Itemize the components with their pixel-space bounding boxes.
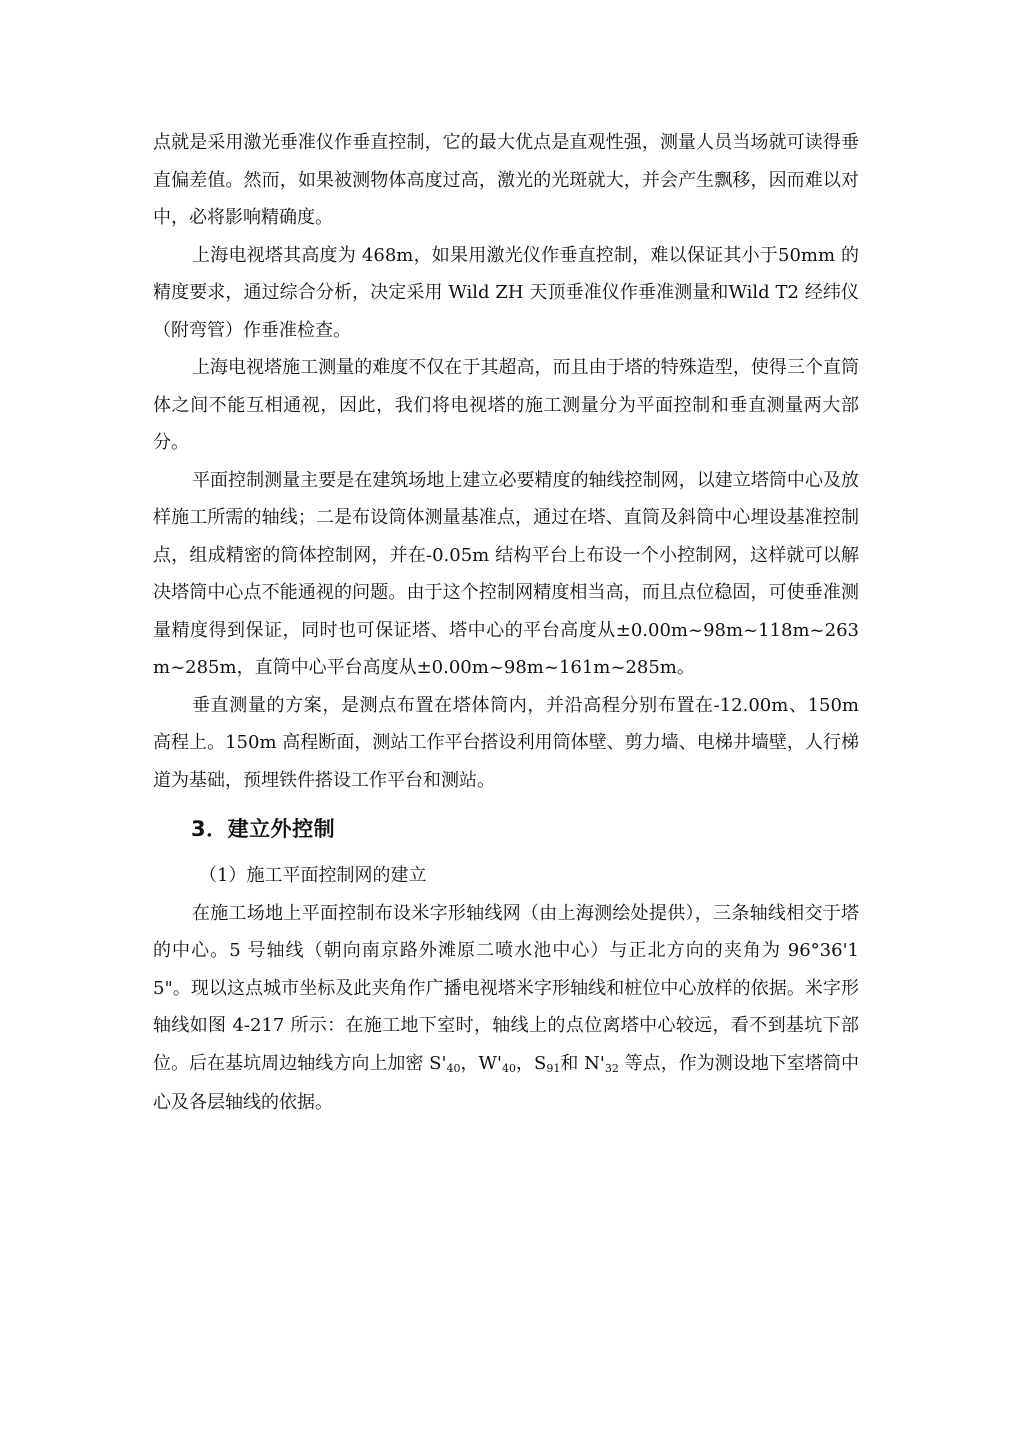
paragraph-axis-network-text: 在施工场地上平面控制布设米字形轴线网（由上海测绘处提供），三条轴线相交于塔的中心。5 号轴线（朝向南京路外滩原二喷水池中心）与正北方向的夹角为 96°36'15"。现以这点城市坐标及此夹角作广播电视塔米字形轴线和桩位中心放样的依据。米字形轴线如图 4-217 所示：在施工地下室时，轴线上的点位离塔中心较远，看不到基坑下部位。后在基坑周边轴线方向上加密 S' — [153, 902, 859, 1074]
paragraph-axis-network — [153, 895, 859, 1122]
paragraph-plane-control: 平面控制测量主要是在建筑场地上建立必要精度的轴线控制网，以建立塔筒中心及放样施工所需的轴线；二是布设筒体测量基准点，通过在塔、直筒及斜筒中心埋设基准控制点，组成精密的筒体控制网，并在-0.05m 结构平台上布设一个小控制网，这样就可以解决塔筒中心点不能通视的问题。由于这个控制网精度相当高，而且点位稳固，可使垂准测量精度得到保证，同时也可保证塔、塔中心的平台高度从±0.00m~98m~118m~263m~285m，直筒中心平台高度从±0.00m~98m~161m~285m。 — [153, 469, 859, 678]
paragraph-laser-plumb: 点就是采用激光垂准仪作垂直控制，它的最大优点是直观性强，测量人员当场就可读得垂直偏差值。然而，如果被测物体高度过高，激光的光斑就大，并会产生飘移，因而难以对中，必将影响精确度。 — [153, 132, 859, 228]
paragraph-axis-network-text: ，W' — [460, 1052, 502, 1074]
subscript: 91 — [546, 1061, 561, 1075]
section-heading: 3．建立外控制 — [191, 817, 336, 841]
list-item-plane-network: （1）施工平面控制网的建立 — [199, 865, 427, 886]
paragraph-axis-network-text: 等点，作为测设地下室塔筒中心及各层轴线的依据。 — [153, 1052, 859, 1113]
paragraph-axis-network-text: ，S — [515, 1052, 547, 1074]
paragraph-tower-height: 上海电视塔其高度为 468m，如果用激光仪作垂直控制，难以保证其小于50mm 的精度要求，通过综合分析，决定采用 Wild ZH 天顶垂准仪作垂准测量和Wild T2 经纬仪（附弯管）作垂准检查。 — [153, 244, 859, 341]
paragraph-axis-network-text: 和 N' — [560, 1052, 605, 1074]
document-page — [153, 124, 859, 1122]
subscript: 40 — [501, 1061, 516, 1075]
subscript: 40 — [446, 1061, 461, 1075]
subscript: 32 — [604, 1061, 619, 1075]
paragraph-survey-difficulty: 上海电视塔施工测量的难度不仅在于其超高，而且由于塔的特殊造型，使得三个直筒体之间不能互相通视，因此，我们将电视塔的施工测量分为平面控制和垂直测量两大部分。 — [153, 357, 859, 453]
paragraph-vertical-survey: 垂直测量的方案，是测点布置在塔体筒内，并沿高程分别布置在-12.00m、150m 高程上。150m 高程断面，测站工作平台搭设利用筒体壁、剪力墙、电梯井墙壁，人行梯道为基础，预埋铁件搭设工作平台和测站。 — [153, 694, 859, 791]
